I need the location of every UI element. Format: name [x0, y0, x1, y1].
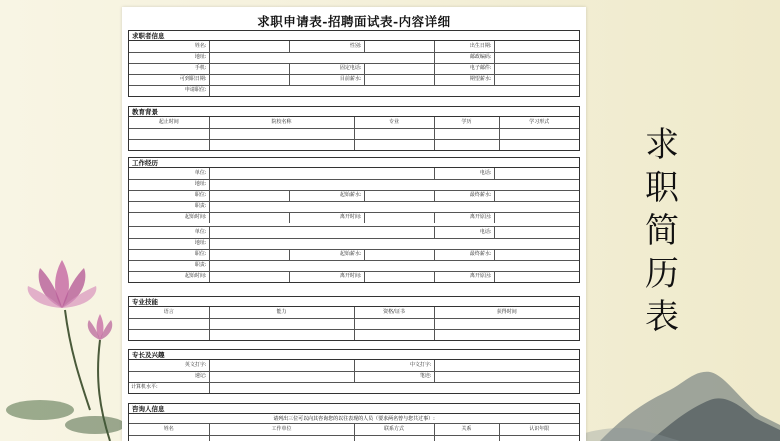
- label-address: 地址:: [129, 52, 209, 63]
- label-final-salary-2: 最终薪水:: [434, 249, 494, 260]
- label-company: 单位:: [129, 168, 209, 179]
- field-expected-salary[interactable]: [494, 74, 579, 85]
- label-start-salary: 起始薪水:: [289, 190, 364, 201]
- col-study-form: 学习形式: [499, 117, 579, 128]
- label-available: 可到职日期:: [129, 74, 209, 85]
- side-title-char: 简: [645, 211, 679, 251]
- section-work: [128, 157, 580, 283]
- col-major: 专业: [354, 117, 434, 128]
- label-leave-time-2: 离开时间:: [289, 271, 364, 282]
- label-final-salary: 最终薪水:: [434, 190, 494, 201]
- label-work-phone-2: 电话:: [434, 227, 494, 238]
- field-address[interactable]: [209, 52, 434, 63]
- col-ref-years: 认识年限: [499, 424, 579, 435]
- reference-note: 请列出三位可以向其咨询您的以往表现的人员（要求两名曾与您共过事）:: [129, 414, 579, 424]
- field-duties[interactable]: [209, 201, 579, 212]
- field-start-time[interactable]: [209, 212, 289, 223]
- label-title: 职位:: [129, 190, 209, 201]
- col-degree: 学历: [434, 117, 499, 128]
- section-header-work: 工作经历: [129, 158, 579, 168]
- field-leave-time-2[interactable]: [364, 271, 434, 282]
- label-birth: 出生日期:: [434, 41, 494, 52]
- label-email: 电子邮件:: [434, 63, 494, 74]
- field-company-2[interactable]: [209, 227, 434, 238]
- field-phone[interactable]: [364, 63, 434, 74]
- label-en-typing: 英文打字:: [129, 360, 209, 371]
- field-name[interactable]: [209, 41, 289, 52]
- field-start-time-2[interactable]: [209, 271, 289, 282]
- label-name: 姓名:: [129, 41, 209, 52]
- personal-info-table: [129, 41, 579, 96]
- col-ref-contact: 联系方式: [354, 424, 434, 435]
- field-work-phone[interactable]: [494, 168, 579, 179]
- label-phone: 固定电话:: [289, 63, 364, 74]
- field-computer[interactable]: [209, 382, 579, 393]
- label-leave-reason: 离开原因:: [434, 212, 494, 223]
- label-mobile: 手机:: [129, 63, 209, 74]
- col-language: 语言: [129, 307, 209, 318]
- label-company-2: 单位:: [129, 227, 209, 238]
- col-ref-company: 工作单位: [209, 424, 354, 435]
- field-duties-2[interactable]: [209, 260, 579, 271]
- side-title-char: 职: [645, 168, 679, 208]
- label-title-2: 职位:: [129, 249, 209, 260]
- label-postcode: 邮政编码:: [434, 52, 494, 63]
- section-skills: [128, 296, 580, 341]
- label-stenography: 笔迹:: [354, 371, 434, 382]
- field-birth[interactable]: [494, 41, 579, 52]
- label-start-salary-2: 起始薪水:: [289, 249, 364, 260]
- field-position[interactable]: [209, 85, 579, 96]
- col-school: 院校名称: [209, 117, 354, 128]
- field-company[interactable]: [209, 168, 434, 179]
- field-shorthand[interactable]: [209, 371, 354, 382]
- section-hobbies: [128, 349, 580, 394]
- table-row: [129, 139, 579, 150]
- hobbies-table: [129, 360, 579, 393]
- field-work-address[interactable]: [209, 179, 579, 190]
- col-ability: 能力: [209, 307, 354, 318]
- field-postcode[interactable]: [494, 52, 579, 63]
- label-expected-salary: 期望薪水:: [434, 74, 494, 85]
- field-start-salary[interactable]: [364, 190, 434, 201]
- field-start-salary-2[interactable]: [364, 249, 434, 260]
- col-ref-name: 姓名: [129, 424, 209, 435]
- col-obtained: 获得时间: [434, 307, 579, 318]
- reference-table: [129, 424, 579, 441]
- label-leave-reason-2: 离开原因:: [434, 271, 494, 282]
- work-table-1: [129, 168, 579, 223]
- section-education: [128, 106, 580, 151]
- lotus-decoration: [0, 230, 130, 441]
- document-title: 求职申请表-招聘面试表-内容详细: [257, 14, 451, 29]
- label-start-time-2: 起始时间:: [129, 271, 209, 282]
- table-row: [129, 128, 579, 139]
- field-gender[interactable]: [364, 41, 434, 52]
- side-title: [642, 124, 682, 339]
- side-title-char: 表: [645, 297, 679, 337]
- label-computer: 计算机水平:: [129, 382, 209, 393]
- label-current-salary: 目前薪水:: [289, 74, 364, 85]
- label-duties: 职责:: [129, 201, 209, 212]
- label-work-phone: 电话:: [434, 168, 494, 179]
- label-work-address-2: 地址:: [129, 238, 209, 249]
- label-duties-2: 职责:: [129, 260, 209, 271]
- field-email[interactable]: [494, 63, 579, 74]
- section-personal-info: [128, 30, 580, 97]
- label-gender: 性别:: [289, 41, 364, 52]
- section-header-hobbies: 专长及兴趣: [129, 350, 579, 360]
- table-row: [129, 329, 579, 340]
- label-cn-typing: 中文打字:: [354, 360, 434, 371]
- section-header-skills: 专业技能: [129, 297, 579, 307]
- section-header-education: 教育背景: [129, 107, 579, 117]
- col-certificate: 资格/证书: [354, 307, 434, 318]
- field-title-2[interactable]: [209, 249, 289, 260]
- section-reference: [128, 403, 580, 441]
- field-leave-reason-2[interactable]: [494, 271, 579, 282]
- field-available[interactable]: [209, 74, 289, 85]
- skills-table: [129, 307, 579, 340]
- label-start-time: 起始时间:: [129, 212, 209, 223]
- field-work-address-2[interactable]: [209, 238, 579, 249]
- field-cn-typing[interactable]: [434, 360, 579, 371]
- side-title-char: 求: [645, 125, 679, 165]
- field-final-salary[interactable]: [494, 190, 579, 201]
- table-row: [129, 318, 579, 329]
- field-leave-time[interactable]: [364, 212, 434, 223]
- work-table-2: [129, 227, 579, 282]
- field-work-phone-2[interactable]: [494, 227, 579, 238]
- education-table: [129, 117, 579, 150]
- col-period: 起止时间: [129, 117, 209, 128]
- field-stenography[interactable]: [434, 371, 579, 382]
- side-title-char: 历: [645, 254, 679, 294]
- section-header-personal: 求职者信息: [129, 31, 579, 41]
- section-header-reference: 咨询人信息: [129, 404, 579, 414]
- application-form-paper: [122, 7, 586, 441]
- label-position: 申请职位:: [129, 85, 209, 96]
- field-leave-reason[interactable]: [494, 212, 579, 223]
- field-final-salary-2[interactable]: [494, 249, 579, 260]
- table-row: [129, 435, 579, 441]
- field-en-typing[interactable]: [209, 360, 354, 371]
- label-shorthand: 速记:: [129, 371, 209, 382]
- label-leave-time: 离开时间:: [289, 212, 364, 223]
- field-title[interactable]: [209, 190, 289, 201]
- mountain-decoration: [560, 330, 780, 441]
- field-mobile[interactable]: [209, 63, 289, 74]
- field-current-salary[interactable]: [364, 74, 434, 85]
- label-work-address: 地址:: [129, 179, 209, 190]
- col-ref-relation: 关系: [434, 424, 499, 435]
